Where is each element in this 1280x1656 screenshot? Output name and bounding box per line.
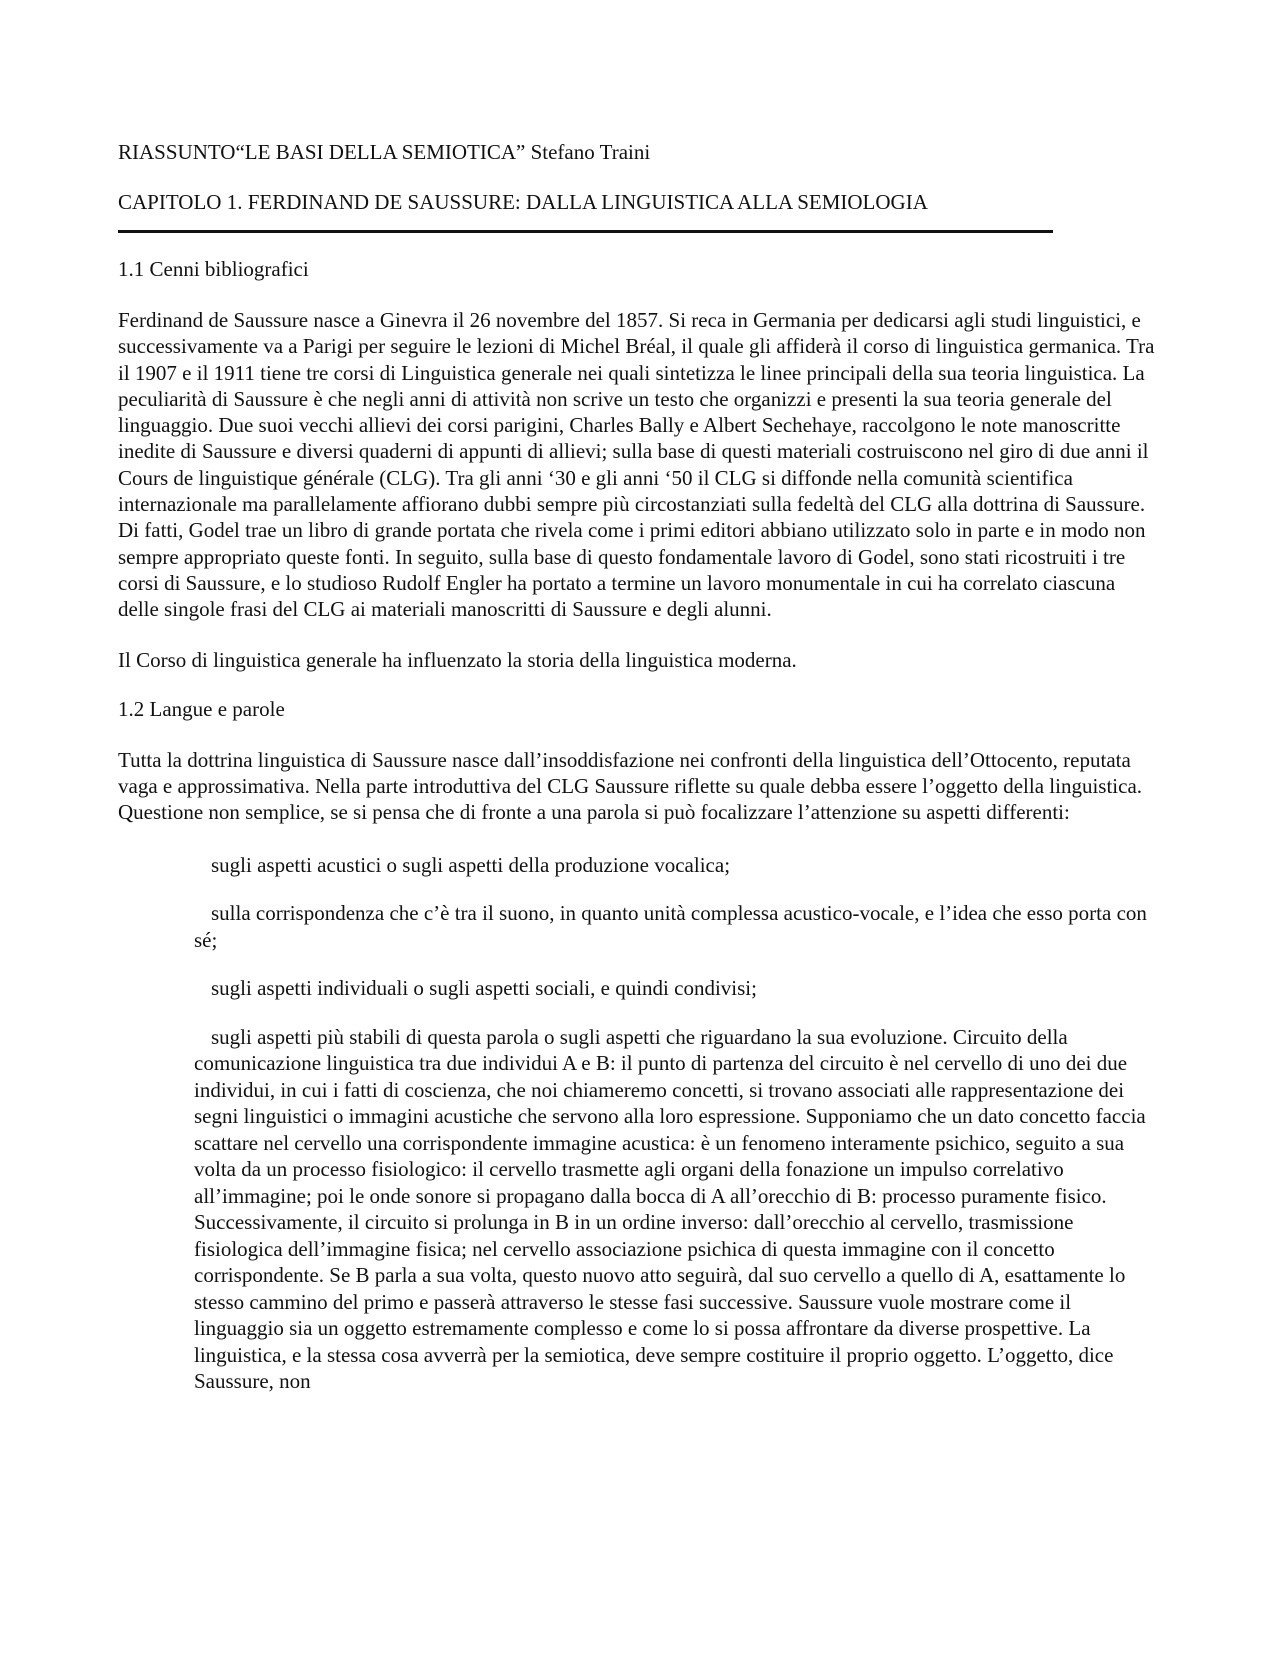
paragraph-biography: Ferdinand de Saussure nasce a Ginevra il 26 novembre del 1857. Si reca in Germania per dedicarsi agli studi linguistici, e successivamente va a Parigi per seguire le lezioni di Michel Bréal, il quale gli affiderà il corso di linguistica germanica. Tra il 1907 e il 1911 tiene tre corsi di Linguistica generale nei quali sintetizza le linee principali della sua teoria linguistica. La peculiarità di Saussure è che negli anni di attività non scrive un testo che organizzi e presenti la sua teoria generale del linguaggio. Due suoi vecchi allievi dei corsi parigini, Charles Bally e Albert Sechehaye, raccolgono le note manoscritte inedite di Saussure e diversi quaderni di appunti di allievi; sulla base di questi materiali costruiscono nel giro di due anni il Cours de linguistique générale (CLG). Tra gli anni ‘30 e gli anni ‘50 il CLG si diffonde nella comunità scientifica internazionale ma parallelamente affiorano dubbi sempre più circostanziati sulla fedeltà del CLG alla dottrina di Saussure. Di fatti, Godel trae un libro di grande portata che rivela come i primi editori abbiano utilizzato solo in parte e in modo non sempre appropriato queste fonti. In seguito, sulla base di questo fondamentale lavoro di Godel, sono stati ricostruiti i tre corsi di Saussure, e lo studioso Rudolf Engler ha portato a termine un lavoro monumentale in cui ha correlato ciascuna delle singole frasi del CLG ai materiali manoscritti di Saussure e degli alunni. bbox=[118, 308, 1155, 622]
horizontal-divider bbox=[118, 230, 1053, 233]
document-title: RIASSUNTO“LE BASI DELLA SEMIOTICA” Stefano Traini bbox=[118, 140, 651, 164]
list-item: sugli aspetti più stabili di questa parola o sugli aspetti che riguardano la sua evoluzione. Circuito della comunicazione linguistica tra due individui A e B: il punto di partenza del circuito è nel cervello di uno dei due individui, in cui i fatti di coscienza, che noi chiameremo concetti, si trovano associati alle rappresentazione dei segni linguistici o immagini acustiche che servono alla loro espressione. Supponiamo che un dato concetto faccia scattare nel cervello una corrispondente immagine acustica: è un fenomeno interamente psichico, seguito a sua volta da un processo fisiologico: il cervello trasmette agli organi della fonazione un impulso correlativo all’immagine; poi le onde sonore si propagano dalla bocca di A all’orecchio di B: processo puramente fisico. Successivamente, il circuito si prolunga in B in un ordine inverso: dall’orecchio al cervello, trasmissione fisiologica dell’immagine fisica; nel cervello associazione psichica di questa immagine con il concetto corrispondente. Se B parla a sua volta, questo nuovo atto seguirà, dal suo cervello a quello di A, esattamente lo stesso cammino del primo e passerà attraverso le stesse fasi successive. Saussure vuole mostrare come il linguaggio sia un oggetto estremamente complesso e come lo si possa affrontare da diverse prospettive. La linguistica, e la stessa cosa avverrà per la semiotica, deve sempre costituire il proprio oggetto. L’oggetto, dice Saussure, non bbox=[194, 1024, 1146, 1394]
section-heading-1-1: 1.1 Cenni bibliografici bbox=[118, 257, 309, 281]
paragraph-langue-parole: Tutta la dottrina linguistica di Saussure nasce dall’insoddisfazione nei confronti della linguistica dell’Ottocento, reputata vaga e approssimativa. Nella parte introduttiva del CLG Saussure riflette su quale debba essere l’oggetto della linguistica. Questione non semplice, se si pensa che di fronte a una parola si può focalizzare l’attenzione su aspetti differenti: bbox=[118, 747, 1143, 825]
section-heading-1-2: 1.2 Langue e parole bbox=[118, 696, 285, 721]
aspects-list bbox=[118, 852, 1158, 1395]
paragraph-influence: Il Corso di linguistica generale ha influenzato la storia della linguistica moderna. bbox=[118, 647, 797, 672]
chapter-title: CAPITOLO 1. FERDINAND DE SAUSSURE: DALLA LINGUISTICA ALLA SEMIOLOGIA bbox=[118, 190, 928, 214]
document-page bbox=[118, 138, 1158, 1395]
list-item: sugli aspetti individuali o sugli aspetti sociali, e quindi condivisi; bbox=[211, 976, 757, 1001]
list-item: sulla corrispondenza che c’è tra il suono, in quanto unità complessa acustico-vocale, e l’idea che esso porta con sé; bbox=[194, 901, 1147, 952]
list-item: sugli aspetti acustici o sugli aspetti della produzione vocalica; bbox=[211, 852, 731, 877]
